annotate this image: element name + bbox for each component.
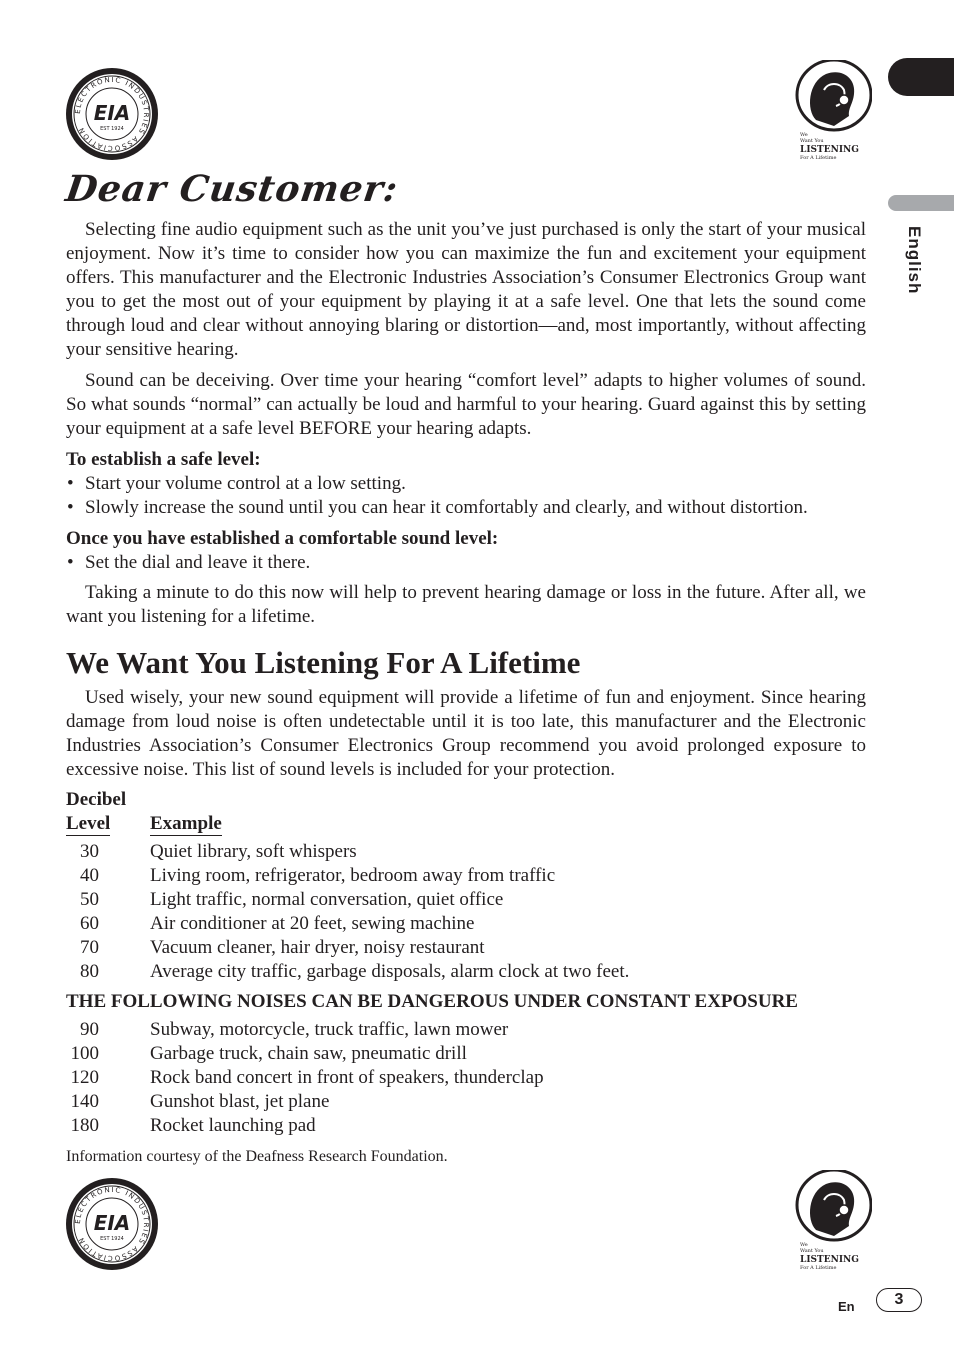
eia-est-text: EST 1924 xyxy=(100,1236,124,1242)
logo-line1: We xyxy=(800,132,808,138)
table-header-level: Level xyxy=(66,813,111,834)
logo-line2: Want You xyxy=(800,1248,824,1254)
danger-warning-heading: THE FOLLOWING NOISES CAN BE DANGEROUS UNDER CONSTANT EXPOSURE xyxy=(66,991,798,1012)
table-row xyxy=(66,912,866,936)
eia-seal-logo xyxy=(64,1176,160,1272)
logo-line4: For A Lifetime xyxy=(800,1265,837,1271)
intro-paragraph-2: Sound can be deceiving. Over time your hearing “comfort level” adapts to higher volumes of sound. So what sounds “normal” can actually be loud and harmful to your hearing. Guard against this by setting your equipment at a safe level BEFORE your hearing adapts. xyxy=(66,370,866,439)
page-number: 3 xyxy=(876,1288,922,1312)
table-row xyxy=(66,1018,866,1042)
level-cell: 70 xyxy=(80,937,99,958)
level-cell: 180 xyxy=(70,1115,99,1136)
eia-ring-text: ELECTRONIC INDUSTRIES ASSOCIATION xyxy=(73,75,151,153)
eia-est-text: EST 1924 xyxy=(100,126,124,132)
eia-center-text: EIA xyxy=(93,101,131,125)
table-row xyxy=(66,936,866,960)
level-cell: 40 xyxy=(80,865,99,886)
credit-note: Information courtesy of the Deafness Research Foundation. xyxy=(66,1148,448,1165)
table-row xyxy=(66,888,866,912)
logo-line2: Want You xyxy=(800,138,824,144)
example-cell: Average city traffic, garbage disposals, alarm clock at two feet. xyxy=(150,961,630,982)
logo-line4: For A Lifetime xyxy=(800,155,837,161)
table-row xyxy=(66,960,866,984)
example-cell: Air conditioner at 20 feet, sewing machine xyxy=(150,913,475,934)
level-cell: 80 xyxy=(80,961,99,982)
table-row xyxy=(66,1090,866,1114)
list-item: • Set the dial and leave it there. xyxy=(66,551,866,575)
language-code: En xyxy=(838,1299,855,1314)
we-want-you-listening-logo xyxy=(794,60,872,164)
table-header-decibel: Decibel xyxy=(66,789,127,810)
closing-paragraph: Taking a minute to do this now will help to prevent hearing damage or loss in the future. After all, we want you listening for a lifetime. xyxy=(66,582,866,627)
table-header-row xyxy=(66,812,866,838)
example-cell: Quiet library, soft whispers xyxy=(150,841,357,862)
safe-level-list xyxy=(66,472,866,520)
we-want-you-listening-logo xyxy=(794,1170,872,1274)
level-cell: 50 xyxy=(80,889,99,910)
comfortable-level-heading: Once you have established a comfortable sound level: xyxy=(66,528,499,549)
danger-levels-rows xyxy=(66,1018,866,1138)
eia-center-text: EIA xyxy=(93,1211,131,1235)
language-label: English xyxy=(905,226,924,295)
intro-paragraph-1: Selecting fine audio equipment such as the unit you’ve just purchased is only the start of your musical enjoyment. Now it’s time to consider how you can maximize the fun and excitement your equipment offers. This manufacturer and the Electronic Industries Association’s Consumer Electronics Group want you to get the most out of your equipment by playing it at a safe level. One that lets the sound come through loud and clear without annoying blaring or distortion—and, most importantly, without affecting your sensitive hearing. xyxy=(66,219,866,360)
table-row xyxy=(66,1042,866,1066)
eia-ring-text: ELECTRONIC INDUSTRIES ASSOCIATION xyxy=(73,1185,151,1263)
chapter-tab xyxy=(888,58,954,96)
logo-line1: We xyxy=(800,1242,808,1248)
example-cell: Subway, motorcycle, truck traffic, lawn mower xyxy=(150,1019,509,1040)
section2-paragraph: Used wisely, your new sound equipment will provide a lifetime of fun and enjoyment. Since hearing damage from loud noise is often undetectable until it is too late, this manufacturer and the Electronic Industries Association’s Consumer Electronics Group recommend you avoid prolonged exposure to excessive noise. This list of sound levels is included for your protection. xyxy=(66,687,866,780)
table-row xyxy=(66,1114,866,1138)
eia-seal-logo xyxy=(64,66,160,162)
logo-line3: LISTENING xyxy=(800,1255,859,1265)
comfortable-level-list xyxy=(66,551,866,575)
table-row xyxy=(66,840,866,864)
logo-line3: LISTENING xyxy=(800,145,859,155)
page-title: Dear Customer: xyxy=(63,168,401,210)
level-cell: 100 xyxy=(70,1043,99,1064)
example-cell: Light traffic, normal conversation, quiet office xyxy=(150,889,504,910)
level-cell: 140 xyxy=(70,1091,99,1112)
level-cell: 30 xyxy=(80,841,99,862)
example-cell: Vacuum cleaner, hair dryer, noisy restaurant xyxy=(150,937,485,958)
example-cell: Rock band concert in front of speakers, thunderclap xyxy=(150,1067,544,1088)
level-cell: 120 xyxy=(70,1067,99,1088)
section-heading: We Want You Listening For A Lifetime xyxy=(66,645,581,680)
decibel-table xyxy=(66,788,866,984)
language-tab-marker xyxy=(888,195,954,211)
safe-levels-rows xyxy=(66,840,866,984)
example-cell: Gunshot blast, jet plane xyxy=(150,1091,330,1112)
example-cell: Living room, refrigerator, bedroom away from traffic xyxy=(150,865,556,886)
section2-body xyxy=(66,686,866,782)
table-row xyxy=(66,1066,866,1090)
list-item: • Slowly increase the sound until you can hear it comfortably and clearly, and without distortion. xyxy=(66,496,866,520)
intro-section xyxy=(66,218,866,629)
safe-level-heading: To establish a safe level: xyxy=(66,449,261,470)
list-item: • Start your volume control at a low setting. xyxy=(66,472,866,496)
level-cell: 90 xyxy=(80,1019,99,1040)
level-cell: 60 xyxy=(80,913,99,934)
example-cell: Rocket launching pad xyxy=(150,1115,316,1136)
example-cell: Garbage truck, chain saw, pneumatic drill xyxy=(150,1043,467,1064)
table-header-example: Example xyxy=(150,813,222,834)
table-row xyxy=(66,864,866,888)
